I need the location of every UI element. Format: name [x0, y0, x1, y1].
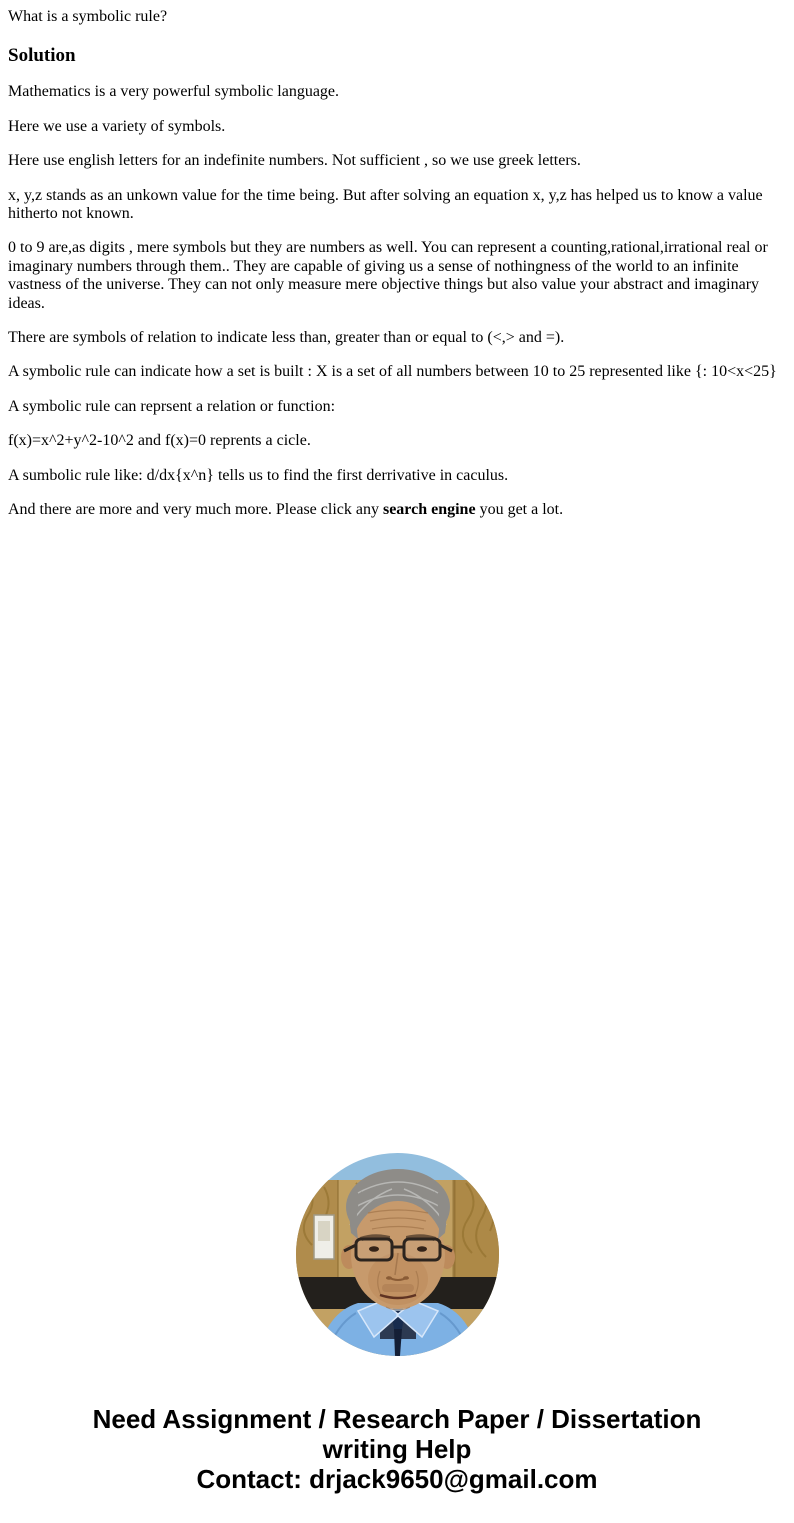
- paragraph: x, y,z stands as an unkown value for the time being. But after solving an equation x, y,z has helped us to know a value hitherto not known.: [8, 186, 763, 223]
- footer-heading-line1: Need Assignment / Research Paper / Dissertation: [92, 1403, 702, 1434]
- tutor-avatar: [296, 1153, 499, 1356]
- article: [8, 8, 786, 520]
- paragraph: A symbolic rule can indicate how a set is built : X is a set of all numbers between 10 to 25 represented like {: 10<x<25}: [8, 363, 777, 381]
- closing-paragraph: [8, 501, 786, 519]
- paragraph: A symbolic rule can reprsent a relation or function:: [8, 397, 336, 415]
- closing-text-after: you get a lot.: [475, 501, 564, 519]
- tutor-portrait-image: [296, 1153, 499, 1356]
- paragraph: f(x)=x^2+y^2-10^2 and f(x)=0 reprents a cicle.: [8, 432, 311, 450]
- blank-space: [8, 520, 786, 1153]
- closing-text-before: And there are more and very much more. Please click any: [8, 501, 383, 519]
- paragraph: Here we use a variety of symbols.: [8, 117, 226, 135]
- question-text: What is a symbolic rule?: [8, 8, 168, 25]
- paragraph: Here use english letters for an indefinite numbers. Not sufficient , so we use greek letters.: [8, 152, 581, 170]
- paragraph: There are symbols of relation to indicate less than, greater than or equal to (<,> and =).: [8, 329, 565, 347]
- solution-heading: Solution: [8, 45, 76, 67]
- search-engine-bold-text: search engine: [382, 501, 476, 519]
- footer-contact-email: Contact: drjack9650@gmail.com: [196, 1463, 598, 1494]
- paragraph: 0 to 9 are,as digits , mere symbols but they are numbers as well. You can represent a counting,rational,irrational real or imaginary numbers through them.. They are capable of giving us a sense of nothingness of the world to an infinite vastness of the universe. They can not only measure mere objective things but also value your abstract and imaginary ideas.: [8, 239, 768, 312]
- paragraph: A sumbolic rule like: d/dx{x^n} tells us to find the first derrivative in caculus.: [8, 466, 509, 484]
- footer-banner: [8, 1404, 786, 1494]
- paragraph: Mathematics is a very powerful symbolic language.: [8, 83, 340, 101]
- footer-heading-line2: writing Help: [322, 1433, 472, 1464]
